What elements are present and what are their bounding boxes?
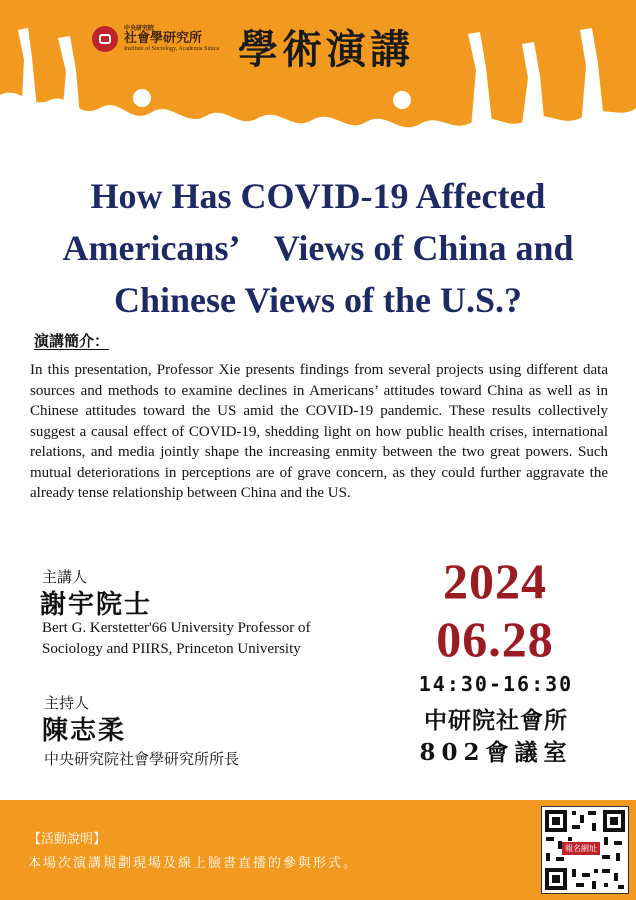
logo-text-block [124, 26, 219, 52]
logo-emblem-icon [92, 26, 118, 52]
speaker-affiliation [42, 618, 372, 660]
qr-registration-label: 報名網址 [562, 842, 600, 855]
event-time: 14:30-16:30 [418, 672, 574, 696]
event-info-text: 本場次演講規劃現場及線上臉書直播的參與形式。 [28, 856, 359, 871]
event-venue-building: 中研院社會所 [424, 707, 568, 734]
host-role-label: 主持人 [44, 694, 90, 712]
speaker-name: 謝宇院士 [40, 590, 153, 620]
header-banner [0, 0, 636, 140]
abstract-text: In this presentation, Professor Xie presents findings from several projects using different data sources and methods to examine declines in Americans’ attitudes toward China as well as in Chinese attitudes toward the US amid the COVID-19 pandemic. These results collectively suggest a causal effect of COVID-19, shedding light on how public health crises, international relations, and media jointly shape the increasing enmity between the two great powers. Such mutual deteriorations in perceptions are of grave concern, as they could further aggravate the already tense relationship between China and the US. [30, 362, 608, 501]
talk-title [0, 170, 636, 326]
host-affiliation: 中央研究院社會學研究所所長 [44, 750, 240, 768]
event-type-heading: 學術演講 [238, 26, 414, 73]
event-venue-room: 802會議室 [419, 739, 573, 766]
logo-org-english: Institute of Sociology, Academia Sinica [124, 45, 220, 52]
host-name: 陳志柔 [42, 716, 127, 746]
speaker-role-label: 主講人 [42, 568, 88, 586]
abstract-heading: 演講簡介： [34, 332, 110, 350]
event-year: 2024 [443, 553, 547, 609]
speaker-affiliation-line-1: Bert G. Kerstetter'66 University Professor of [42, 620, 311, 636]
talk-title-line-3: Chinese Views of the U.S.? [113, 280, 522, 320]
logo-org-small: 中央研究院 [124, 26, 155, 32]
talk-title-line-2: Americans’ Views of China and [62, 228, 574, 268]
event-info-heading: 【活動說明】 [28, 832, 107, 847]
talk-title-line-1: How Has COVID-19 Affected [90, 176, 546, 216]
event-date: 06.28 [436, 611, 554, 667]
institute-logo [92, 26, 219, 52]
logo-org-name: 社會學研究所 [124, 31, 203, 47]
speaker-affiliation-line-2: Sociology and PIIRS, Princeton University [42, 641, 301, 657]
